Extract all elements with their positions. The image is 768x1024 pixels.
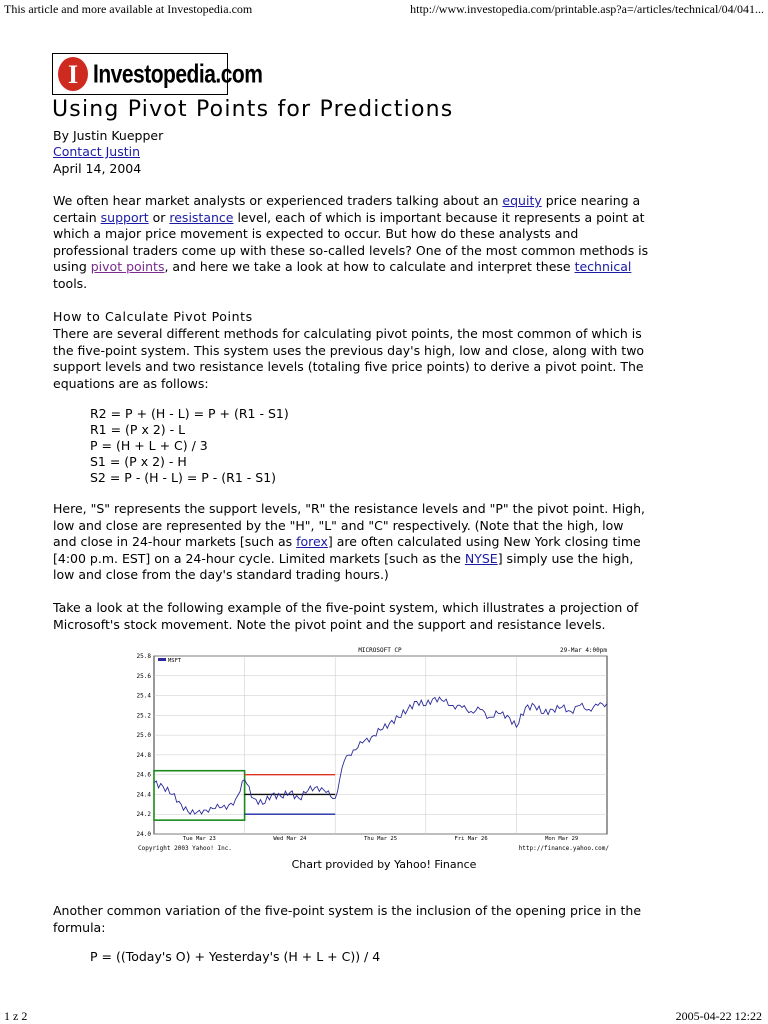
y-tick-label: 24.4 (136, 791, 151, 799)
logo-wordmark: Investopedia.com (93, 60, 263, 89)
equation-p: P = (H + L + C) / 3 (90, 438, 208, 453)
y-tick-label: 24.8 (136, 751, 151, 759)
link-forex[interactable]: forex (296, 534, 328, 549)
y-tick-label: 25.2 (136, 712, 151, 720)
y-tick-label: 25.6 (136, 672, 151, 680)
equation-r2: R2 = P + (H - L) = P + (R1 - S1) (90, 406, 289, 421)
link-technical[interactable]: technical (574, 259, 632, 274)
link-support[interactable]: support (100, 209, 149, 225)
msft-chart (110, 645, 615, 855)
print-page-number: 1 z 2 (4, 1009, 28, 1023)
publish-date: April 14, 2004 (53, 161, 142, 176)
explanation-paragraph: Here, "S" represents the support levels, "R" the resistance levels and "P" the pivot point. High, low and close are represented by the "H", "L" and "C" respectively. (Note that the high, low and close in 24-hour markets [such as forex] are often calculated using New York closing time [4:00 p.m. EST] on a 24-hour cycle. Limited markets [such as the NYSE] simply use the high, low and close from the day's standard trading hours.) (53, 501, 645, 582)
x-tick-label: Thu Mar 25 (363, 836, 398, 842)
intro-paragraph: We often hear market analysts or experienced traders talking about an equity price nearing a certain support or resistance level, each of which is important because it represents a point at which a major price movement is expected to occur. But how do these analysts and professional traders come up with these so-called levels? One of the most common methods is using pivot points, and here we take a look at how to calculate and interpret these technical tools. (53, 193, 649, 291)
byline: By Justin Kuepper (53, 128, 164, 143)
example-paragraph: Take a look at the following example of the five-point system, which illustrates a projection of Microsoft's stock movement. Note the pivot point and the support and resistance levels. (53, 600, 639, 632)
link-pivot-points[interactable]: pivot points (90, 259, 165, 274)
print-timestamp: 2005-04-22 12:22 (675, 1009, 762, 1023)
link-nyse[interactable]: NYSE (464, 550, 498, 566)
variation-paragraph: Another common variation of the five-point system is the inclusion of the opening price in the formula: (53, 903, 642, 935)
y-tick-label: 24.0 (136, 831, 151, 838)
y-tick-label: 25.4 (136, 692, 151, 700)
y-tick-label: 25.8 (136, 653, 151, 660)
equation-s1: S1 = (P x 2) - H (90, 454, 187, 469)
investopedia-logo[interactable] (52, 53, 263, 95)
methods-paragraph: There are several different methods for calculating pivot points, the most common of which is the five-point system. This system uses the previous day's high, low and close, along with two support levels and two resistance levels (totaling five price points) to derive a pivot point. The equations are as follows: (53, 326, 645, 391)
section-heading: How to Calculate Pivot Points (53, 309, 253, 324)
logo-emblem-icon: I (58, 57, 88, 91)
chart-source: http://finance.yahoo.com/ (518, 845, 609, 852)
y-tick-label: 24.2 (136, 811, 151, 819)
page-title: Using Pivot Points for Predictions (52, 97, 454, 122)
chart-svg (110, 645, 615, 855)
variation-equation: P = ((Today's O) + Yesterday's (H + L + C)) / 4 (90, 949, 381, 964)
chart-copyright: Copyright 2003 Yahoo! Inc. (138, 845, 232, 852)
x-tick-label: Tue Mar 23 (182, 836, 216, 842)
y-tick-label: 25.0 (136, 732, 151, 740)
chart-title: MICROSOFT CP (358, 647, 402, 654)
print-header-url: http://www.investopedia.com/printable.asp?a=/articles/technical/04/041... (410, 2, 764, 16)
chart-timestamp: 29-Mar 4:00pm (560, 647, 607, 654)
link-equity[interactable]: equity (502, 193, 542, 208)
y-tick-label: 24.6 (136, 771, 151, 779)
equation-s2: S2 = P - (H - L) = P - (R1 - S1) (90, 470, 277, 485)
equation-r1: R1 = (P x 2) - L (90, 422, 186, 437)
x-tick-label: Wed Mar 24 (273, 836, 307, 842)
link-resistance[interactable]: resistance (169, 209, 234, 225)
contact-author-link[interactable]: Contact Justin (53, 144, 141, 159)
chart-caption: Chart provided by Yahoo! Finance (291, 858, 477, 871)
svg-text:MSFT: MSFT (168, 658, 182, 664)
x-tick-label: Fri Mar 26 (454, 836, 488, 842)
x-axis-labels (183, 836, 579, 842)
y-axis-ticks (137, 653, 152, 838)
equation-list (90, 406, 289, 486)
print-header-left: This article and more available at Investopedia.com (4, 2, 253, 16)
x-tick-label: Mon Mar 29 (545, 836, 579, 842)
